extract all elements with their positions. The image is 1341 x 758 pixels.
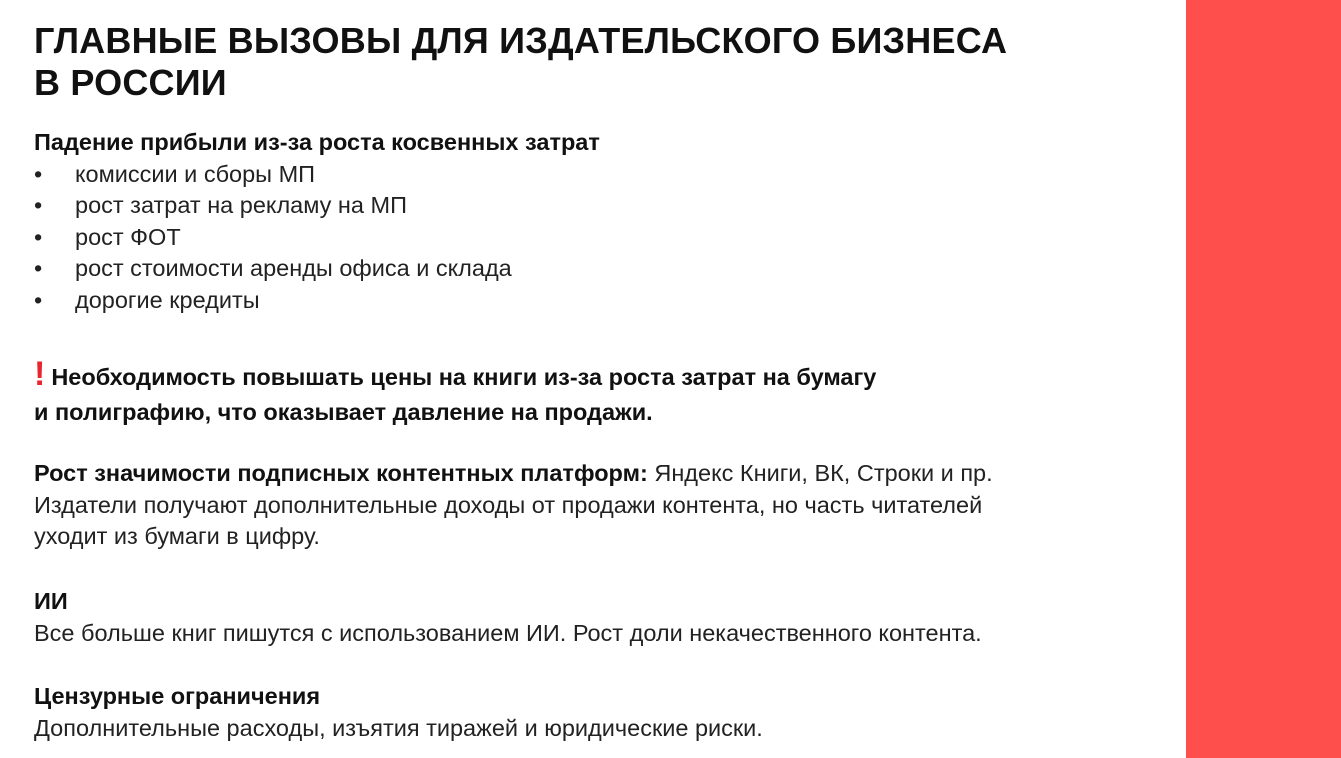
section-ai (34, 586, 982, 649)
list-item: • рост ФОТ (34, 222, 600, 254)
section-profit-heading: Падение прибыли из-за роста косвенных затрат (34, 129, 600, 155)
list-item: • рост стоимости аренды офиса и склада (34, 253, 600, 285)
list-item: • дорогие кредиты (34, 285, 600, 317)
section-subscriptions-line-2: Издатели получают дополнительные доходы от продажи контента, но часть читателей (34, 491, 983, 518)
section-censorship-text: Дополнительные расходы, изъятия тиражей и юридические риски. (34, 714, 763, 741)
section-subscriptions-line-3: уходит из бумаги в цифру. (34, 523, 320, 549)
section-ai-text: Все больше книг пишутся с использованием ИИ. Рост доли некачественного контента. (34, 619, 982, 646)
title-line-1: ГЛАВНЫЕ ВЫЗОВЫ ДЛЯ ИЗДАТЕЛЬСКОГО БИЗНЕСА (34, 20, 1008, 61)
section-subscriptions (34, 458, 993, 553)
exclamation-mark-icon: ! (34, 355, 46, 393)
section-censorship (34, 681, 763, 744)
section-subscriptions-platforms: Яндекс Книги, ВК, Строки и пр. (647, 460, 993, 486)
section-prices-line-1: Необходимость повышать цены на книги из-за роста затрат на бумагу (51, 364, 877, 390)
section-ai-heading: ИИ (34, 588, 68, 614)
section-profit (34, 127, 600, 316)
section-subscriptions-heading: Рост значимости подписных контентных платформ: (34, 460, 648, 486)
side-accent-panel (1186, 0, 1341, 758)
section-prices-line-2: и полиграфию, что оказывает давление на продажи. (34, 398, 653, 425)
section-censorship-heading: Цензурные ограничения (34, 683, 321, 709)
list-item: • комиссии и сборы МП (34, 159, 600, 191)
list-item: • рост затрат на рекламу на МП (34, 190, 600, 222)
profit-bullet-list (34, 159, 600, 317)
title-line-2: В РОССИИ (34, 62, 227, 103)
page-title (34, 20, 1007, 104)
section-prices (34, 355, 877, 428)
